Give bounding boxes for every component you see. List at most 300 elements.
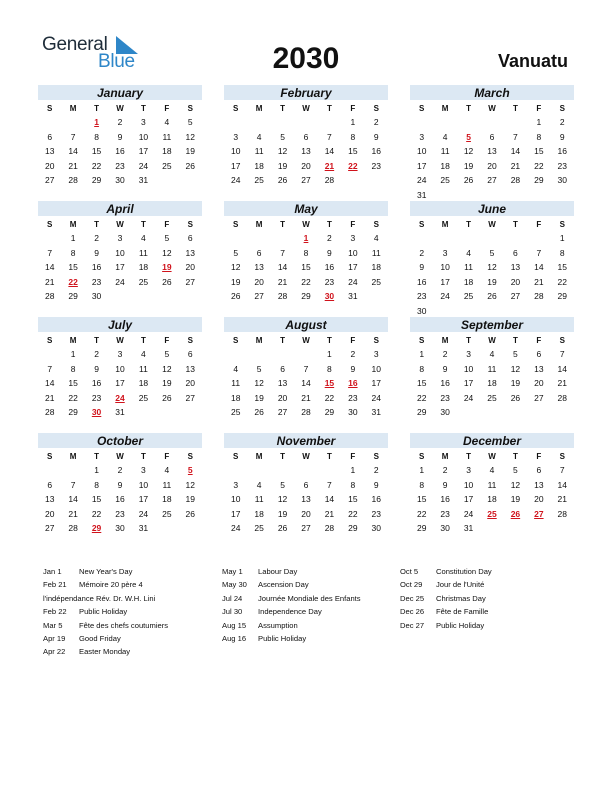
day-cell: 24 <box>115 392 125 403</box>
week-row <box>410 159 574 174</box>
day-cell: 21 <box>277 276 288 287</box>
empty-cell <box>480 231 503 246</box>
day-cell: 26 <box>277 523 288 533</box>
week-row <box>410 362 574 377</box>
day-cell: 7 <box>513 131 518 142</box>
holiday-date: May 30 <box>222 580 247 590</box>
holiday-entry <box>400 592 492 605</box>
day-cell: 9 <box>117 131 123 142</box>
day-cell: 22 <box>416 508 427 519</box>
day-cell: 7 <box>47 363 53 374</box>
day-cell: 3 <box>350 233 356 243</box>
day-cell: 27 <box>301 523 311 533</box>
empty-cell <box>504 188 527 203</box>
day-cell: 31 <box>115 407 125 417</box>
day-cell: 23 <box>91 276 102 287</box>
day-cell: 7 <box>327 131 332 142</box>
weekday-label: S <box>187 220 193 229</box>
day-cell: 4 <box>256 131 262 142</box>
day-cell: 30 <box>115 175 125 185</box>
weekday-label: M <box>69 452 77 461</box>
empty-cell <box>551 188 574 203</box>
month-title: December <box>410 433 574 448</box>
weekday-label: M <box>69 104 77 113</box>
day-cell: 28 <box>324 175 335 185</box>
week-row <box>38 246 202 261</box>
day-cell: 5 <box>233 247 239 258</box>
day-cell: 21 <box>68 160 78 171</box>
day-cell: 12 <box>277 146 288 156</box>
weekday-label: S <box>559 220 565 229</box>
day-cell: 22 <box>324 392 335 403</box>
holiday-entry <box>43 619 168 632</box>
holiday-name: Christmas Day <box>436 593 486 603</box>
day-cell: 1 <box>70 349 76 359</box>
day-cell: 4 <box>373 233 379 243</box>
empty-cell <box>504 405 527 420</box>
day-cell: 18 <box>138 378 149 388</box>
weekday-label: F <box>536 452 542 461</box>
day-cell: 1 <box>327 349 332 359</box>
empty-cell <box>527 188 550 203</box>
day-cell: 15 <box>534 146 544 156</box>
week-row <box>224 130 388 145</box>
month-april <box>38 201 202 304</box>
day-cell: 12 <box>254 378 264 388</box>
holiday-entry <box>43 592 168 605</box>
day-cell: 27 <box>185 392 196 403</box>
weekday-label: T <box>466 104 471 113</box>
weekday-label: S <box>47 220 53 229</box>
day-cell: 5 <box>489 247 495 258</box>
day-cell: 17 <box>416 160 427 171</box>
weekday-header <box>38 334 202 347</box>
weekday-header <box>410 102 574 115</box>
day-cell: 11 <box>487 363 497 374</box>
weekday-label: F <box>164 336 170 345</box>
day-cell: 9 <box>327 247 332 258</box>
day-cell: 13 <box>185 363 196 374</box>
day-cell: 20 <box>487 160 497 171</box>
month-august <box>224 317 388 420</box>
weekday-label: S <box>419 452 425 461</box>
week-row <box>38 507 202 522</box>
day-cell: 17 <box>115 378 125 388</box>
week-row <box>224 115 388 130</box>
day-cell: 2 <box>373 465 379 475</box>
day-cell: 14 <box>324 146 335 156</box>
day-cell: 15 <box>416 378 427 388</box>
day-cell: 8 <box>536 131 542 142</box>
day-cell: 29 <box>68 291 78 301</box>
week-row <box>224 260 388 275</box>
day-cell: 9 <box>94 363 99 374</box>
holiday-entry <box>43 645 168 658</box>
day-cell: 3 <box>141 117 146 127</box>
day-cell: 2 <box>442 349 448 359</box>
day-cell: 16 <box>371 494 382 504</box>
weekday-label: T <box>466 336 471 345</box>
day-cell: 7 <box>559 465 565 475</box>
day-cell: 2 <box>350 349 356 359</box>
empty-cell <box>480 521 503 536</box>
day-cell: 10 <box>348 247 358 258</box>
day-cell: 13 <box>510 262 521 272</box>
day-cell: 1 <box>536 117 542 127</box>
day-cell: 14 <box>68 494 78 504</box>
day-cell: 5 <box>280 131 285 142</box>
day-cell: 17 <box>115 262 125 272</box>
month-title: November <box>224 433 388 448</box>
day-cell: 8 <box>327 363 332 374</box>
day-cell: 18 <box>371 262 382 272</box>
day-cell: 16 <box>115 494 125 504</box>
day-cell: 6 <box>256 247 262 258</box>
month-october <box>38 433 202 536</box>
week-row <box>224 507 388 522</box>
weekday-label: T <box>512 452 518 461</box>
week-row <box>410 246 574 261</box>
day-cell: 8 <box>70 363 76 374</box>
weekday-label: W <box>488 452 496 461</box>
day-cell: 19 <box>487 276 497 287</box>
day-cell: 27 <box>44 175 55 185</box>
week-row <box>224 463 388 478</box>
empty-cell <box>433 231 456 246</box>
week-row <box>410 347 574 362</box>
weekday-header <box>38 102 202 115</box>
holiday-entry <box>400 565 492 578</box>
holiday-name: Mémoire 20 père 4 <box>79 580 143 590</box>
holiday-name: Constitution Day <box>436 567 492 576</box>
week-row <box>224 405 388 420</box>
day-cell: 6 <box>536 349 542 359</box>
month-title: October <box>38 433 202 448</box>
day-cell: 25 <box>162 508 172 519</box>
day-cell: 28 <box>324 523 335 533</box>
logo-text-general: General <box>42 34 108 55</box>
weekday-label: S <box>373 452 379 461</box>
holiday-date: Jan 1 <box>43 567 62 576</box>
day-cell: 16 <box>371 146 382 156</box>
day-cell: 15 <box>324 378 335 388</box>
holiday-entry <box>222 592 361 605</box>
weekday-label: F <box>536 104 542 113</box>
empty-cell <box>318 115 341 130</box>
holiday-date: Apr 19 <box>43 633 66 643</box>
day-cell: 31 <box>138 175 149 185</box>
holiday-name: New Year's Day <box>79 567 133 576</box>
day-cell: 21 <box>534 276 544 287</box>
month-may <box>224 201 388 304</box>
holiday-column <box>222 565 361 645</box>
weekday-label: S <box>233 104 239 113</box>
empty-cell <box>271 231 294 246</box>
day-cell: 7 <box>280 247 285 258</box>
day-cell: 3 <box>466 465 471 475</box>
empty-cell <box>551 521 574 536</box>
day-cell: 13 <box>277 378 288 388</box>
day-cell: 16 <box>440 494 450 504</box>
day-cell: 17 <box>463 378 474 388</box>
weekday-header <box>38 218 202 231</box>
day-cell: 31 <box>371 407 382 417</box>
holiday-entry <box>43 578 168 591</box>
month-title: September <box>410 317 574 332</box>
day-cell: 13 <box>44 146 55 156</box>
weekday-label: S <box>373 220 379 229</box>
week-row <box>410 463 574 478</box>
day-cell: 25 <box>230 407 241 417</box>
day-cell: 3 <box>233 131 239 142</box>
day-cell: 2 <box>419 247 425 258</box>
weekday-label: F <box>164 104 170 113</box>
empty-cell <box>224 463 247 478</box>
week-row <box>224 173 388 188</box>
day-cell: 20 <box>254 276 264 287</box>
holiday-entry <box>400 605 492 618</box>
weekday-label: F <box>536 220 542 229</box>
day-cell: 30 <box>440 523 450 533</box>
holiday-name: Public Holiday <box>436 620 485 630</box>
weekday-label: T <box>140 452 146 461</box>
day-cell: 29 <box>68 407 78 417</box>
day-cell: 15 <box>301 262 311 272</box>
day-cell: 20 <box>185 378 196 388</box>
empty-cell <box>504 115 527 130</box>
month-september <box>410 317 574 420</box>
day-cell: 14 <box>301 378 311 388</box>
empty-cell <box>480 405 503 420</box>
day-cell: 13 <box>44 494 55 504</box>
day-cell: 19 <box>510 378 521 388</box>
day-cell: 18 <box>162 494 172 504</box>
day-cell: 6 <box>47 131 53 142</box>
day-cell: 13 <box>301 146 311 156</box>
empty-cell <box>294 347 317 362</box>
month-december <box>410 433 574 536</box>
day-cell: 6 <box>489 131 495 142</box>
day-cell: 22 <box>91 508 102 519</box>
day-cell: 10 <box>371 363 382 374</box>
holiday-date: Jul 30 <box>222 607 243 617</box>
empty-cell <box>365 173 388 188</box>
logo-text-blue: Blue <box>98 51 135 72</box>
weekday-label: T <box>326 452 332 461</box>
day-cell: 24 <box>230 523 241 533</box>
week-row <box>38 275 202 290</box>
day-cell: 25 <box>371 276 382 287</box>
day-cell: 24 <box>138 160 149 171</box>
day-cell: 28 <box>510 175 521 185</box>
day-cell: 5 <box>164 233 170 243</box>
holiday-column <box>400 565 492 632</box>
holiday-name: l'indépendance Rév. Dr. W.H. Lini <box>43 593 156 603</box>
day-cell: 14 <box>557 363 568 374</box>
empty-cell <box>155 521 178 536</box>
day-cell: 21 <box>301 392 311 403</box>
day-cell: 10 <box>230 494 241 504</box>
day-cell: 24 <box>371 392 382 403</box>
week-row <box>410 144 574 159</box>
empty-cell <box>527 231 550 246</box>
weekday-label: M <box>441 336 449 345</box>
day-cell: 25 <box>463 291 474 301</box>
day-cell: 14 <box>324 494 335 504</box>
day-cell: 11 <box>371 247 381 258</box>
empty-cell <box>457 304 480 319</box>
day-cell: 11 <box>487 479 497 490</box>
holiday-entry <box>43 565 168 578</box>
day-cell: 23 <box>115 508 125 519</box>
day-cell: 25 <box>254 175 264 185</box>
empty-cell <box>132 405 155 420</box>
day-cell: 26 <box>185 160 196 171</box>
weekday-header <box>224 450 388 463</box>
empty-cell <box>224 231 247 246</box>
day-cell: 11 <box>254 494 264 504</box>
empty-cell <box>294 115 317 130</box>
weekday-label: S <box>373 336 379 345</box>
day-cell: 16 <box>115 146 125 156</box>
holiday-entry <box>222 578 361 591</box>
weekday-label: W <box>116 220 124 229</box>
weekday-header <box>410 334 574 347</box>
day-cell: 24 <box>138 508 149 519</box>
day-cell: 3 <box>373 349 379 359</box>
day-cell: 8 <box>559 247 565 258</box>
weekday-label: S <box>419 336 425 345</box>
empty-cell <box>527 304 550 319</box>
day-cell: 28 <box>44 407 55 417</box>
day-cell: 19 <box>463 160 474 171</box>
weekday-label: F <box>164 452 170 461</box>
day-cell: 26 <box>510 508 521 519</box>
weekday-label: M <box>255 220 263 229</box>
day-cell: 16 <box>416 276 427 287</box>
week-row <box>224 275 388 290</box>
weekday-label: T <box>280 104 285 113</box>
empty-cell <box>365 289 388 304</box>
weekday-label: W <box>302 452 310 461</box>
day-cell: 9 <box>559 131 565 142</box>
day-cell: 27 <box>44 523 55 533</box>
day-cell: 7 <box>327 479 332 490</box>
day-cell: 9 <box>94 247 99 258</box>
weekday-label: S <box>187 452 193 461</box>
day-cell: 10 <box>230 146 241 156</box>
week-row <box>224 391 388 406</box>
day-cell: 9 <box>373 479 379 490</box>
holiday-date: Feb 21 <box>43 580 67 590</box>
week-row <box>410 188 574 203</box>
month-title: August <box>224 317 388 332</box>
weekday-label: T <box>94 220 99 229</box>
holiday-entry <box>222 565 361 578</box>
day-cell: 30 <box>324 291 335 301</box>
weekday-label: S <box>187 336 193 345</box>
empty-cell <box>61 115 84 130</box>
day-cell: 18 <box>138 262 149 272</box>
week-row <box>224 492 388 507</box>
day-cell: 17 <box>138 494 149 504</box>
weekday-label: S <box>559 452 565 461</box>
day-cell: 12 <box>185 479 196 490</box>
month-title: January <box>38 85 202 100</box>
day-cell: 4 <box>164 465 170 475</box>
day-cell: 8 <box>419 479 425 490</box>
day-cell: 5 <box>280 479 285 490</box>
day-cell: 13 <box>254 262 264 272</box>
day-cell: 12 <box>162 247 172 258</box>
empty-cell <box>224 115 247 130</box>
day-cell: 10 <box>138 131 149 142</box>
day-cell: 30 <box>371 523 382 533</box>
day-cell: 26 <box>162 276 172 287</box>
month-january <box>38 85 202 188</box>
day-cell: 4 <box>489 349 495 359</box>
day-cell: 18 <box>230 392 241 403</box>
month-june <box>410 201 574 318</box>
holiday-date: Apr 22 <box>43 647 66 657</box>
weekday-label: T <box>280 452 285 461</box>
day-cell: 13 <box>185 247 196 258</box>
day-cell: 5 <box>256 363 262 374</box>
day-cell: 19 <box>185 494 196 504</box>
day-cell: 13 <box>534 479 544 490</box>
day-cell: 9 <box>419 262 425 272</box>
week-row <box>224 362 388 377</box>
day-cell: 23 <box>371 508 382 519</box>
day-cell: 23 <box>440 392 450 403</box>
day-cell: 3 <box>233 479 239 490</box>
day-cell: 6 <box>187 349 193 359</box>
day-cell: 1 <box>350 465 356 475</box>
day-cell: 6 <box>280 363 285 374</box>
weekday-label: S <box>47 104 53 113</box>
month-march <box>410 85 574 202</box>
day-cell: 29 <box>416 523 427 533</box>
day-cell: 14 <box>68 146 78 156</box>
empty-cell <box>341 173 364 188</box>
weekday-header <box>410 450 574 463</box>
week-row <box>38 115 202 130</box>
week-row <box>410 492 574 507</box>
day-cell: 17 <box>371 378 382 388</box>
day-cell: 5 <box>187 117 193 127</box>
day-cell: 28 <box>68 523 78 533</box>
day-cell: 1 <box>94 117 99 127</box>
holiday-date: Dec 25 <box>400 593 425 603</box>
weekday-label: F <box>350 104 356 113</box>
day-cell: 1 <box>419 465 425 475</box>
holiday-name: Assumption <box>258 620 298 630</box>
day-cell: 12 <box>510 479 521 490</box>
day-cell: 22 <box>348 508 358 519</box>
week-row <box>410 304 574 319</box>
empty-cell <box>410 231 433 246</box>
day-cell: 7 <box>559 349 565 359</box>
day-cell: 15 <box>68 378 78 388</box>
day-cell: 12 <box>487 262 497 272</box>
weekday-label: T <box>94 104 99 113</box>
week-row <box>224 246 388 261</box>
day-cell: 11 <box>440 146 450 156</box>
weekday-label: T <box>326 104 332 113</box>
week-row <box>224 347 388 362</box>
day-cell: 27 <box>254 291 264 301</box>
week-row <box>410 115 574 130</box>
